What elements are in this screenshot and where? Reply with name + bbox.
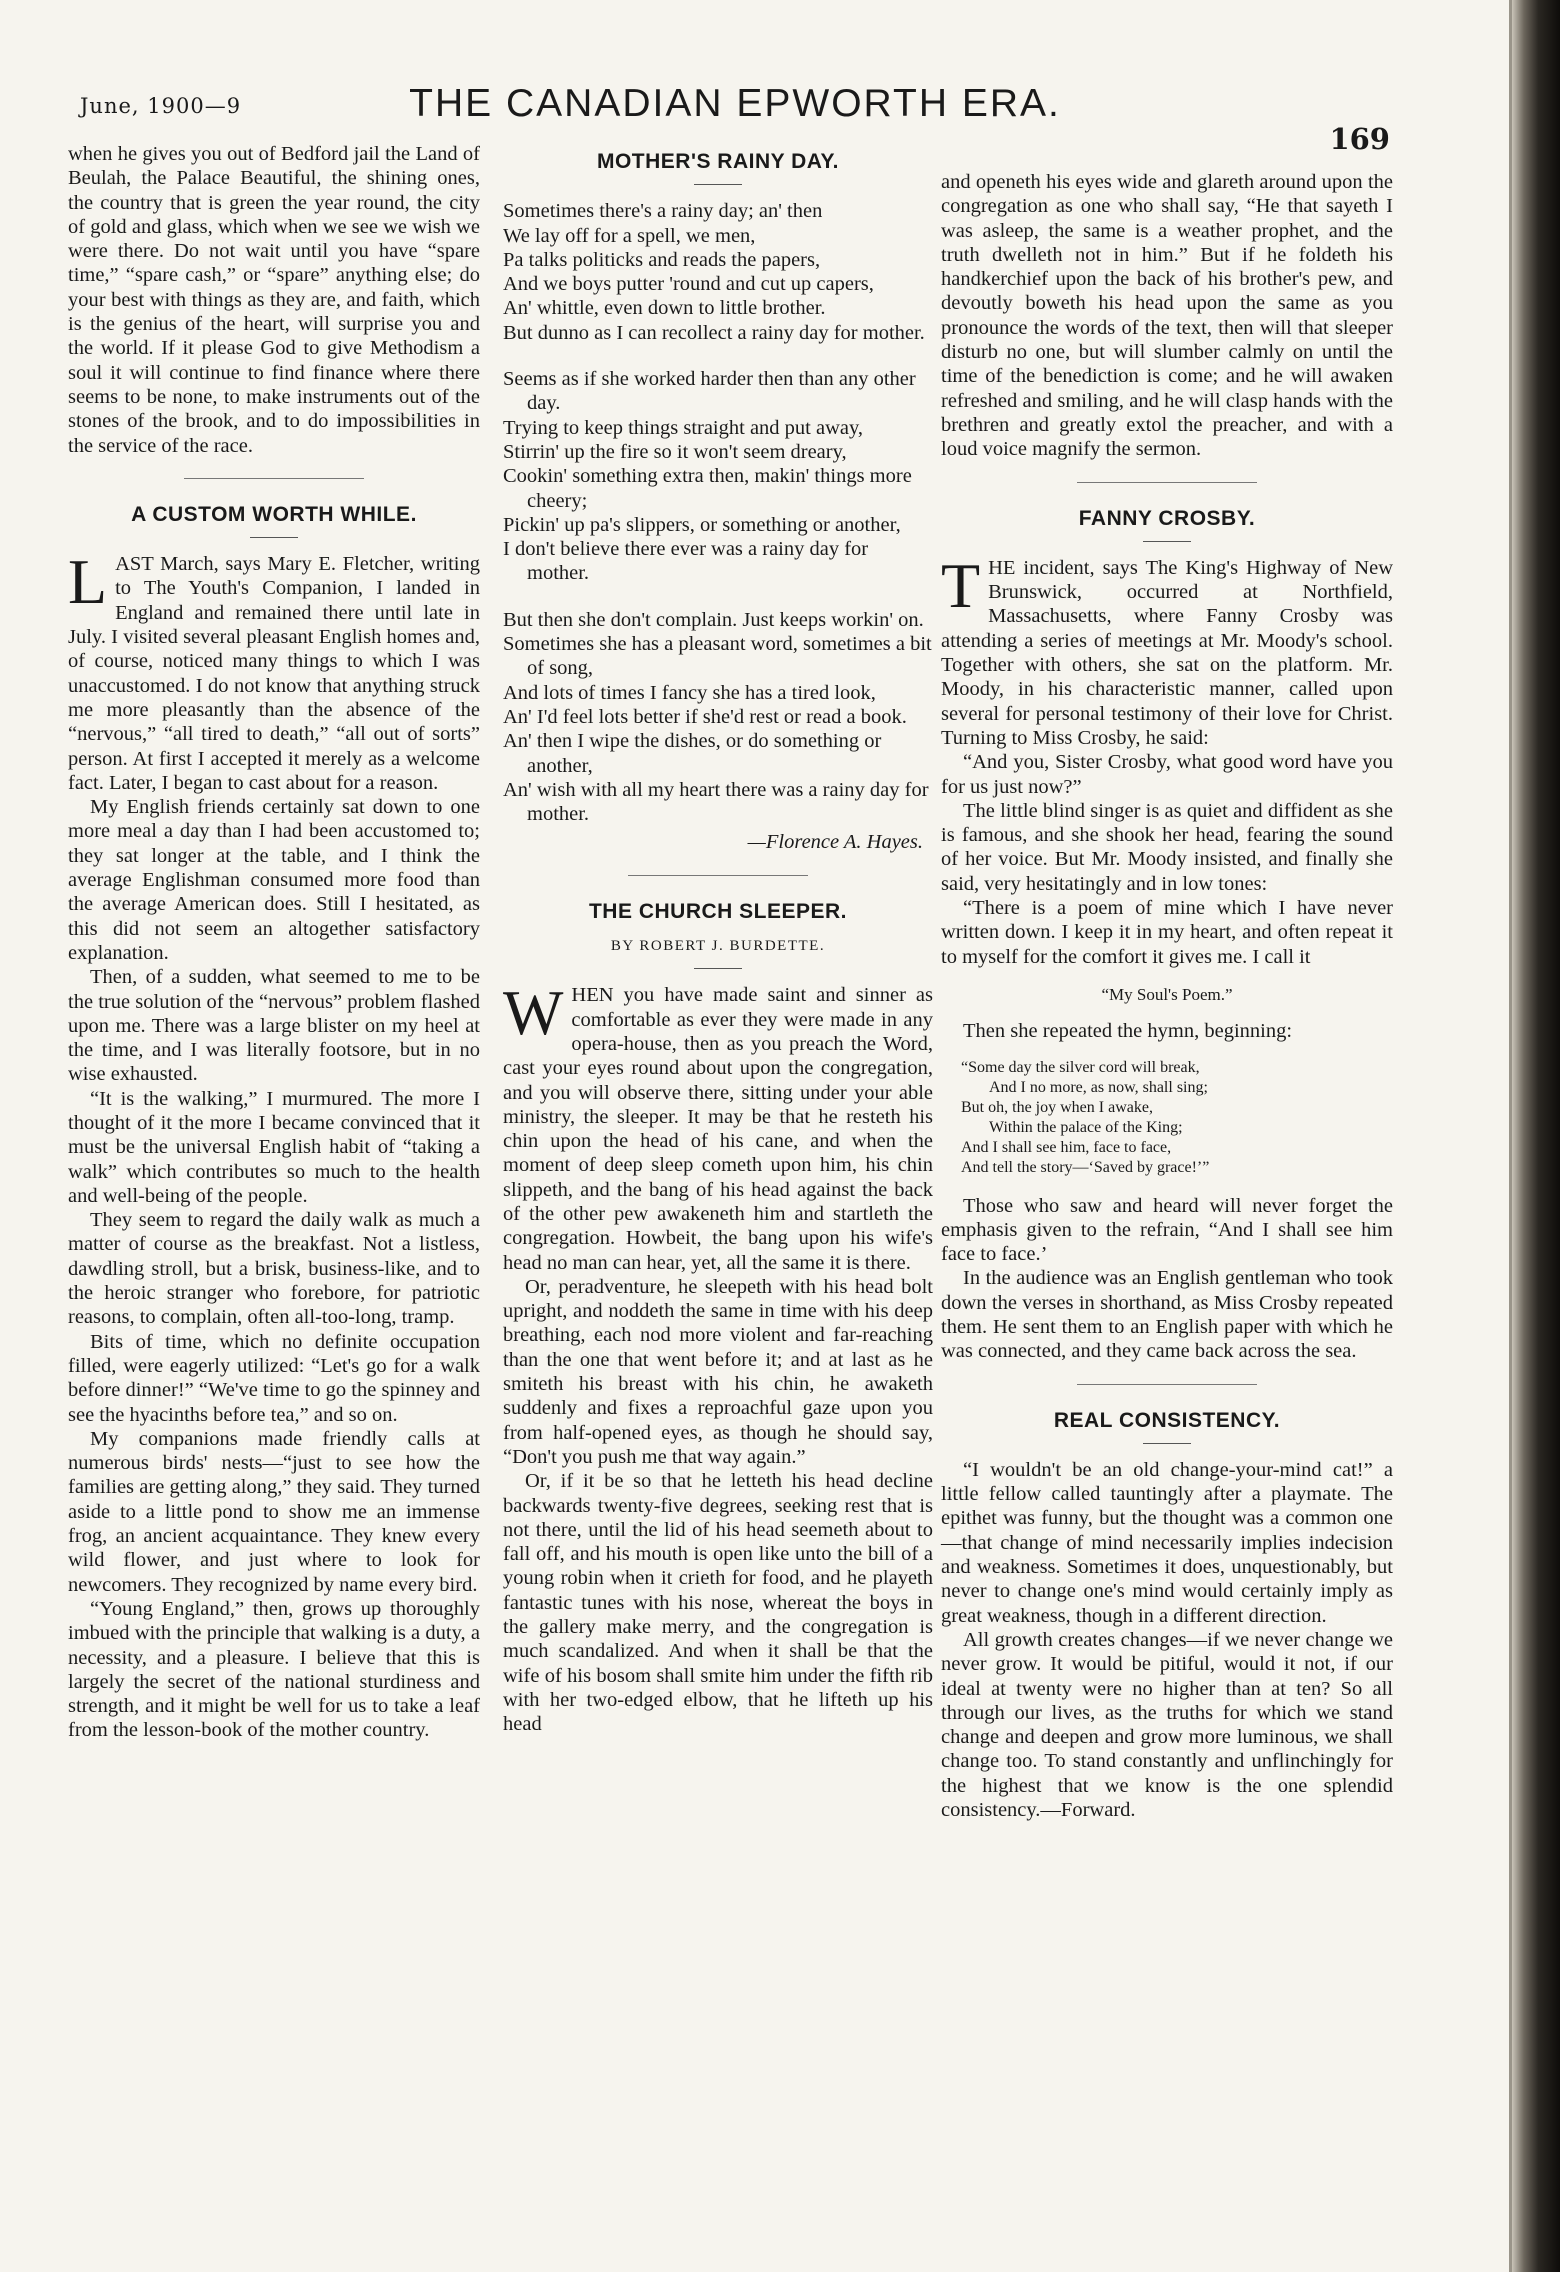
article-paragraph: Or, if it be so that he letteth his head decline backwards twenty-five degrees, seeking rest that is not there, until the lid of his head seemeth about to fall off, and his mouth is open like unto the bill of a young robin when it crieth for food, and he playeth fantastic tunes with his nose, whereat the boys in the gallery make merry, and the congregation is much scandalized. And when it shall be that the wife of his bosom shall smite him under the fifth rib with her two-edged elbow, that he lifteth up his head — [503, 1470, 933, 1736]
poem-line: And we boys putter 'round and cut up capers, — [503, 273, 874, 296]
poem-line: Pa talks politicks and reads the papers, — [503, 248, 821, 271]
article-paragraph: Then she repeated the hymn, beginning: — [963, 1020, 1293, 1043]
article-paragraph: THE incident, says The King's Highway of New Brunswick, occurred at Northfield, Massachusetts, where Fanny Crosby was attending a series of meetings at Mr. Moody's school. Together with others, she sat on the platform. Mr. Moody, in his characteristic manner, called upon several for personal testimony of their love for Christ. Turning to Miss Crosby, he said: — [941, 549, 1393, 749]
title-rule — [694, 968, 742, 969]
column-3 — [941, 170, 1393, 1822]
book-binding-edge — [1512, 0, 1560, 2272]
poem-line: An' wish with all my heart there was a rainy day for mother. — [503, 778, 929, 826]
hymn-line: But oh, the joy when I awake, — [961, 1098, 1153, 1116]
drop-cap: W — [503, 977, 564, 1049]
poem-author: —Florence A. Hayes. — [747, 831, 923, 854]
poem-line: An' then I wipe the dishes, or do something or another, — [503, 730, 882, 777]
title-rule — [250, 537, 298, 538]
column-1 — [68, 142, 480, 1743]
issue-date: June, 1900—9 — [80, 94, 242, 118]
article-paragraph: “I wouldn't be an old change-your-mind cat!” a little fellow called tauntingly after a playmate. The epithet was funny, but the thought was a common one—that change of mind necessarily implies indecision and weakness. Sometimes it does, unquestionably, but never to change one's mind would certainly imply as great weakness, though in a different direction. — [941, 1458, 1393, 1627]
article-paragraph: Then, of a sudden, what seemed to me to be the true solution of the “nervous” problem flashed upon me. There was a large blister on my heel at the time, and I was literally footsore, but in no wise exhausted. — [68, 966, 480, 1086]
poem-line: Sometimes there's a rainy day; an' then — [503, 200, 823, 223]
poem-title-mothers-rainy-day: MOTHER'S RAINY DAY. — [596, 150, 840, 173]
poem-line: Trying to keep things straight and put away, — [503, 416, 864, 439]
article-paragraph: “It is the walking,” I murmured. The more I thought of it the more I became convinced that it must be the universal English habit of “taking a walk” which contributes so much to the health and well-being of the people. — [68, 1087, 480, 1207]
poem-name: “My Soul's Poem.” — [1101, 984, 1233, 1004]
poem-line: Cookin' something extra then, makin' things more cheery; — [503, 465, 912, 512]
article-paragraph: My English friends certainly sat down to one more meal a day than I had been accustomed to; they sat longer at the table, and I think the average Englishman consumed more food than the average American does. Still I hesitated, as this did not seem an altogether satisfactory explanation. — [68, 796, 480, 964]
title-rule — [694, 184, 742, 185]
article-paragraph: Bits of time, which no definite occupation filled, were eagerly utilized: “Let's go for a walk before dinner!” “We've time to go the spinney and see the hyacinths before tea,” and so on. — [68, 1330, 480, 1426]
page-header — [70, 82, 1400, 156]
binding-divider — [1509, 0, 1512, 2272]
masthead-title: THE CANADIAN EPWORTH ERA. — [409, 82, 1061, 125]
hymn-line: “Some day the silver cord will break, — [961, 1058, 1200, 1076]
article-title-real-consistency: REAL CONSISTENCY. — [1053, 1408, 1281, 1432]
article-paragraph: “There is a poem of mine which I have never written down. I keep it in my heart, and often repeat it to myself for the comfort it gives me. I call it — [941, 897, 1393, 968]
hymn-line: Within the palace of the King; — [989, 1118, 1183, 1136]
page-number: 169 — [1329, 122, 1390, 156]
drop-cap: L — [68, 546, 108, 618]
article-paragraph: In the audience was an English gentleman who took down the verses in shorthand, as Miss Crosby repeated them. He sent them to an English paper with which he was connected, and they came back across the sea. — [941, 1267, 1393, 1363]
article-paragraph: All growth creates changes—if we never change we never grow. It would be pitiful, would it not, if our ideal at twenty were no higher than at ten? So all through our lives, as the truths for which we stand change and deepen and grow more luminous, we shall change too. To stand constantly and unflinchingly for the highest that we know is the one splendid consistency.—Forward. — [941, 1628, 1393, 1822]
poem-line: An' whittle, even down to little brother. — [503, 297, 826, 320]
poem-line: We lay off for a spell, we men, — [503, 224, 756, 247]
title-rule — [1143, 541, 1191, 542]
hymn-verse — [961, 1058, 1393, 1178]
article-paragraph: Or, peradventure, he sleepeth with his head bolt upright, and noddeth the same in time with his deep breathing, each nod more violent and far-reaching than the one that went before it; and at last as he smiteth his breast with his chin, he awaketh suddenly and fixes a reproachful gaze upon you from half-opened eyes, as though he should say, “Don't you push me that way again.” — [503, 1275, 933, 1468]
article-continuation: and openeth his eyes wide and glareth around upon the congregation as one who shall say, “He that sayeth I was asleep, the same is a weather prophet, and the truth dwelleth not in him.” But if he foldeth his handkerchief upon the back of his brother's pew, and devoutly boweth his head upon the same as you pronounce the words of the text, then will that sleeper disturb no one, but will slumber calmly on until the time of the benediction is come; and he will awaken refreshed and smiling, and he will clasp hands with the brethren and greatly extol the preacher, and with a loud voice magnify the sermon. — [941, 171, 1393, 461]
poem-line: But then she don't complain. Just keeps workin' on. — [503, 608, 924, 631]
article-paragraph: My companions made friendly calls at numerous birds' nests—“just to see how the families are getting along,” they said. They turned aside to a little pond to show me an immense frog, an ancient acquaintance. They knew every wild flower, and just where to look for newcomers. They recognized by name every bird. — [68, 1427, 480, 1596]
poem-line: Seems as if she worked harder then than any other day. — [503, 368, 916, 415]
poem-stanza-3 — [503, 608, 933, 827]
article-paragraph: The little blind singer is as quiet and diffident as she is famous, and she shook her head, fearing the sound of her voice. But Mr. Moody insisted, and finally she said, very hesitatingly and in low tones: — [941, 799, 1393, 895]
byline: BY ROBERT J. BURDETTE. — [610, 938, 826, 955]
article-paragraph: “And you, Sister Crosby, what good word have you for us just now?” — [941, 751, 1393, 798]
poem-line: Sometimes she has a pleasant word, sometimes a bit of song, — [503, 633, 932, 680]
article-paragraph: Those who saw and heard will never forget the emphasis given to the refrain, “And I shall see him face to face.’ — [941, 1194, 1393, 1266]
hymn-line: And I no more, as now, shall sing; — [989, 1078, 1208, 1096]
poem-line: And lots of times I fancy she has a tired look, — [503, 681, 876, 704]
article-paragraph: They seem to regard the daily walk as much a matter of course as the breakfast. Not a listless, dawdling stroll, but a brisk, business-like, and to the heroic stranger who forebore, for patriotic reasons, to complain, often all-too-long, tramp. — [68, 1209, 480, 1329]
article-paragraph: WHEN you have made saint and sinner as comfortable as ever they were made in any opera-house, then as you preach the Word, cast your eyes round about upon the congregation, and you will observe there, sitting under your able ministry, the sleeper. It may be that he resteth his chin upon the head of his cane, and when the moment of deep sleep cometh upon him, his chin slippeth, and the bang of his head against the back of the other pew awakeneth him and startleth the congregation. Howbeit, the bang upon his wife's head no man can hear, yet, all the same it is there. — [503, 977, 933, 1274]
title-rule — [1143, 1443, 1191, 1444]
poem-line: Pickin' up pa's slippers, or something or another, — [503, 513, 901, 536]
article-paragraph: “Young England,” then, grows up thoroughly imbued with the principle that walking is a duty, a necessity, and a pleasure. I believe that this is largely the secret of the national sturdiness and strength, and it might be well for us to take a leaf from the lesson-book of the mother country. — [68, 1597, 480, 1742]
column-2 — [503, 150, 933, 1737]
article-title-fanny-crosby: FANNY CROSBY. — [1078, 506, 1256, 530]
section-divider — [1077, 482, 1257, 483]
hymn-line: And I shall see him, face to face, — [961, 1138, 1172, 1156]
poem-line: I don't believe there ever was a rainy day for mother. — [503, 538, 869, 585]
poem-line: An' I'd feel lots better if she'd rest or read a book. — [503, 705, 907, 728]
poem-stanza-1 — [503, 199, 933, 345]
section-divider — [184, 478, 364, 479]
poem-stanza-2 — [503, 367, 933, 586]
section-divider — [628, 875, 808, 876]
article-title-custom-worth-while: A CUSTOM WORTH WHILE. — [131, 502, 417, 526]
article-paragraph: LAST March, says Mary E. Fletcher, writing to The Youth's Companion, I landed in England and remained there until late in July. I visited several pleasant English homes and, of course, noticed many things to which I was unaccustomed. I do not know that anything struck me more pleasantly than the absence of the “nervous,” “all tired to death,” “all out of sorts” person. At first I accepted it merely as a welcome fact. Later, I began to cast about for a reason. — [68, 546, 480, 794]
section-divider — [1077, 1384, 1257, 1385]
hymn-line: And tell the story—‘Saved by grace!’” — [961, 1158, 1210, 1176]
poem-line: Stirrin' up the fire so it won't seem dreary, — [503, 440, 847, 463]
drop-cap: T — [941, 549, 981, 621]
poem-line: But dunno as I can recollect a rainy day for mother. — [503, 321, 925, 344]
article-continuation: when he gives you out of Bedford jail the Land of Beulah, the Palace Beautiful, the shining ones, the country that is green the year round, the city of gold and glass, which when we see we wish we were there. Do not wait until you have “spare time,” “spare cash,” or “spare” anything else; do your best with things as they are, and faith, which is the genius of the heart, will surprise you and the world. If it please God to give Methodism a soul it will continue to find finance where there seems to be none, to make instruments out of the stones of the brook, and to do impossibilities in the service of the race. — [68, 143, 480, 457]
article-title-church-sleeper: THE CHURCH SLEEPER. — [588, 899, 848, 923]
